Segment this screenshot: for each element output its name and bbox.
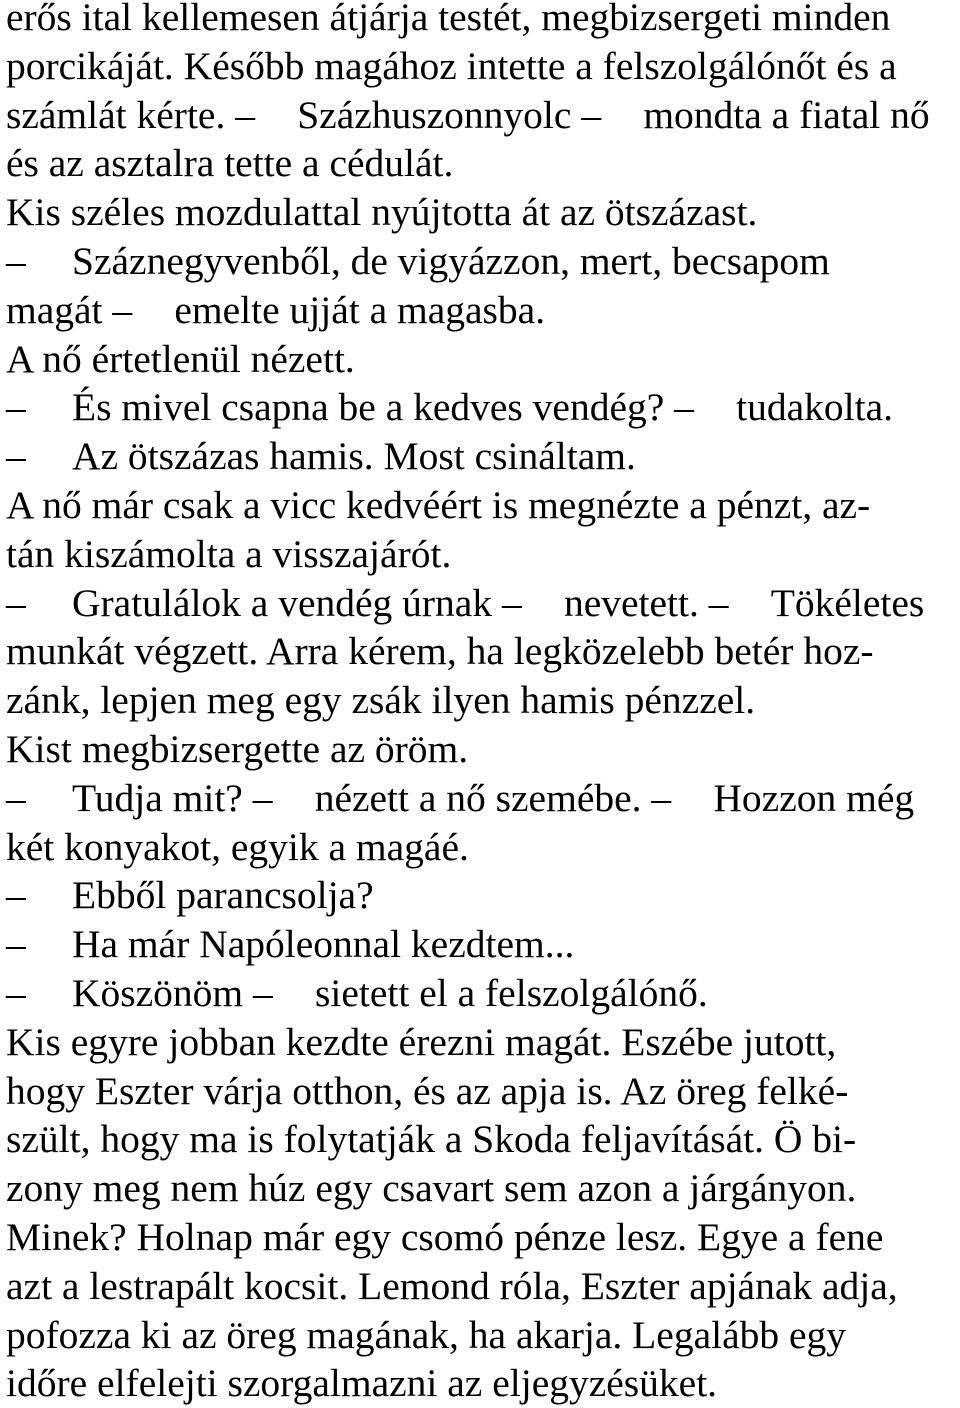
text-line: – Száznegyvenből, de vigyázzon, mert, becsapom [6, 238, 830, 283]
text-line: Kist megbizsergette az öröm. [6, 726, 469, 771]
text-line: magát – emelte ujját a magasba. [6, 287, 546, 332]
document-page [6, 0, 956, 1408]
text-line: azt a lestrapált kocsit. Lemond róla, Eszter apjának adja, [6, 1263, 898, 1308]
text-line: és az asztalra tette a cédulát. [6, 141, 454, 186]
text-line: időre elfelejti szorgalmazni az eljegyzésüket. [6, 1361, 718, 1406]
text-line: – Az ötszázas hamis. Most csináltam. [6, 434, 636, 479]
text-line: két konyakot, egyik a magáé. [6, 824, 469, 869]
text-line: – Tudja mit? – nézett a nő szemébe. – Hozzon még [6, 775, 915, 820]
text-line: – Gratulálok a vendég úrnak – nevetett. – Tökéletes [6, 580, 925, 625]
text-line: tán kiszámolta a visszajárót. [6, 531, 452, 576]
text-line: – Ha már Napóleonnal kezdtem... [6, 922, 575, 967]
text-line: erős ital kellemesen átjárja testét, megbizsergeti minden [6, 0, 891, 39]
text-line: zánk, lepjen meg egy zsák ilyen hamis pénzzel. [6, 678, 756, 723]
text-line: Kis egyre jobban kezdte érezni magát. Eszébe jutott, [6, 1019, 837, 1064]
text-line: A nő értetlenül nézett. [6, 336, 355, 381]
text-line: zony meg nem húz egy csavart sem azon a járgányon. [6, 1166, 857, 1211]
text-line: hogy Eszter várja otthon, és az apja is. Az öreg felké- [6, 1068, 849, 1113]
text-line: szült, hogy ma is folytatják a Skoda feljavítását. Ö bi- [6, 1117, 857, 1162]
text-line: számlát kérte. – Százhuszonnyolc – mondta a fiatal nő [6, 92, 930, 137]
text-line: Kis széles mozdulattal nyújtotta át az ötszázast. [6, 190, 758, 235]
text-line: Minek? Holnap már egy csomó pénze lesz. Egye a fene [6, 1214, 884, 1259]
text-line: pofozza ki az öreg magának, ha akarja. Legalább egy [6, 1312, 847, 1357]
text-line: – És mivel csapna be a kedves vendég? – tudakolta. [6, 385, 894, 430]
text-line: A nő már csak a vicc kedvéért is megnézte a pénzt, az- [6, 482, 871, 527]
text-line: – Köszönöm – sietett el a felszolgálónő. [6, 970, 708, 1015]
text-line: munkát végzett. Arra kérem, ha legközelebb betér hoz- [6, 629, 874, 674]
text-line: porcikáját. Később magához intette a felszolgálónőt és a [6, 43, 897, 88]
text-line: – Ebből parancsolja? [6, 873, 374, 918]
